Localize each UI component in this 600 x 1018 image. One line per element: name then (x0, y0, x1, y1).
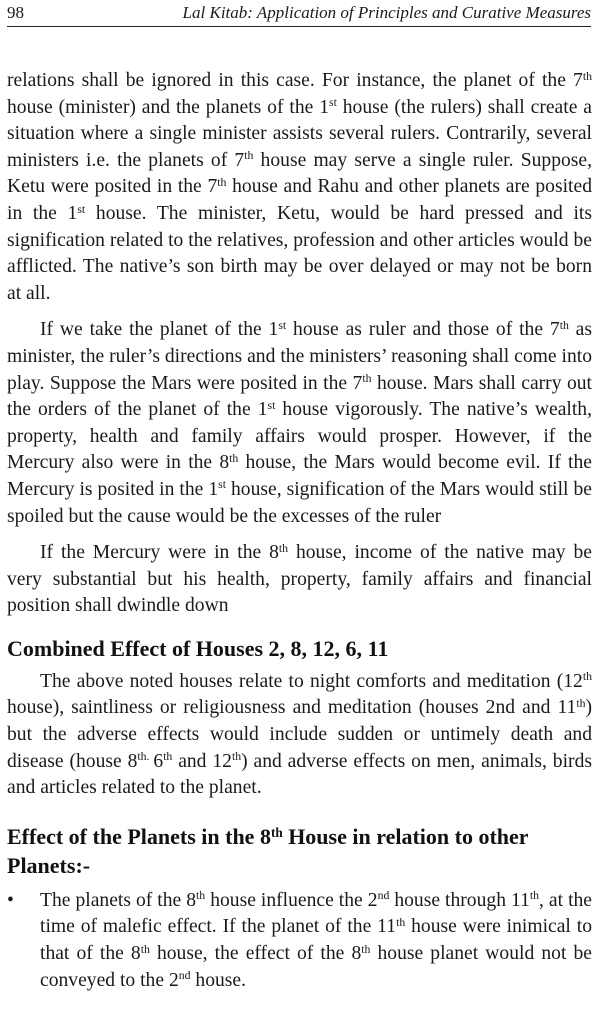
text-run: house and Rahu and other planets are posited in the 1 (7, 176, 592, 224)
text-run: ) but the adverse effects would include sudden or untimely death and disease (house 8 (7, 697, 592, 772)
page-number: 98 (7, 3, 24, 22)
text-run: , at the time of malefic effect. If the planet of the 11 (40, 889, 593, 938)
text-run: house, signification of the Mars would still be spoiled but the cause would be the excesses of the ruler (7, 478, 592, 527)
section-heading-combined-effect: Combined Effect of Houses 2, 8, 12, 6, 11 (7, 635, 389, 661)
ordinal-suffix: st (267, 398, 276, 412)
text-run: ) and adverse effects on men, animals, birds and articles related to the planet. (7, 750, 592, 799)
text-run: 6 (153, 750, 164, 772)
header-rule (7, 26, 591, 27)
text-run: house as ruler and those of the 7 (286, 319, 560, 341)
ordinal-suffix: st (278, 318, 287, 332)
paragraph-mercury-eighth (7, 540, 592, 620)
ordinal-suffix: th (362, 372, 372, 386)
text-run: If the Mercury were in the 8 (40, 542, 279, 564)
paragraph-mars-ruler (7, 317, 592, 530)
text-run: house, the effect of the 8 (149, 943, 362, 965)
text-run: The planets of the 8 (40, 889, 197, 911)
text-run: house influence the 2 (205, 889, 378, 911)
text-run: and 12 (172, 750, 232, 772)
ordinal-suffix: th (217, 175, 227, 189)
ordinal-suffix: th. (137, 750, 154, 764)
section-heading-eighth-house (7, 822, 592, 880)
text-run: relations shall be ignored in this case. For instance, the planet of the 7 (7, 70, 583, 91)
text-run: Effect of the Planets in the 8 (7, 823, 271, 849)
text-run: house (the rulers) shall create a situation where a single minister assists several rulers. Contrarily, several ministers i.e. the planets of 7 (7, 96, 592, 171)
text-run: house may serve a single ruler. Suppose, Ketu were posited in the 7 (7, 149, 593, 198)
ordinal-suffix: th (231, 750, 242, 764)
ordinal-suffix: th (559, 318, 569, 332)
text-run: If we take the planet of the 1 (40, 319, 279, 341)
ordinal-suffix: th (270, 824, 283, 840)
text-run: house planet would not be conveyed to the 2 (40, 943, 592, 991)
ordinal-suffix: th (163, 750, 173, 764)
ordinal-suffix: st (218, 478, 226, 492)
ordinal-suffix: th (582, 69, 592, 83)
ordinal-suffix: th (361, 942, 371, 956)
text-run: house. Mars shall carry out the orders of the planet of the 1 (7, 372, 592, 421)
text-run: house. The minister, Ketu, would be hard pressed and its signification related to the relatives, profession and other articles would be afflicted. The native’s son birth may be over delayed or may not be born at all. (7, 202, 592, 304)
text-run: house (minister) and the planets of the 1 (7, 96, 330, 118)
ordinal-suffix: th (529, 889, 540, 903)
bullet-marker: • (7, 889, 14, 911)
ordinal-suffix: th (140, 942, 150, 956)
text-run: as minister, the ruler’s directions and the ministers’ reasoning shall come into play. Suppose the Mars were posited in the 7 (7, 319, 592, 394)
ordinal-suffix: nd (178, 969, 191, 983)
text-run: house, the Mars would become evil. If the Mercury is posited in the 1 (7, 452, 592, 500)
ordinal-suffix: th (582, 670, 592, 684)
ordinal-suffix: th (244, 149, 254, 163)
text-run: house), saintliness or religiousness and meditation (houses 2nd and 11 (7, 697, 577, 719)
ordinal-suffix: th (229, 451, 239, 465)
text-run: house vigorously. The native’s wealth, property, health and family affairs would prosper. However, if the Mercury also were in the 8 (7, 399, 592, 474)
text-run: house. (190, 969, 247, 991)
text-run: house through 11 (389, 889, 530, 911)
bullet-text (40, 888, 592, 994)
ordinal-suffix: th (576, 697, 586, 711)
ordinal-suffix: th (396, 915, 406, 929)
ordinal-suffix: st (329, 96, 337, 110)
ordinal-suffix: st (77, 202, 86, 216)
text-run: House in relation to other Planets:- (7, 823, 529, 878)
paragraph-combined-effect (7, 669, 592, 802)
ordinal-suffix: nd (377, 889, 390, 903)
running-title: Lal Kitab: Application of Principles and Curative Measures (182, 3, 591, 22)
running-header (7, 2, 591, 24)
ordinal-suffix: th (278, 541, 289, 555)
text-run: The above noted houses relate to night comforts and meditation (12 (40, 670, 583, 692)
ordinal-suffix: th (196, 889, 206, 903)
bullet-item (7, 888, 592, 994)
page-body (7, 68, 592, 994)
paragraph-ministers-rulers (7, 68, 592, 307)
text-run: house, income of the native may be very substantial but his health, property, family affairs and financial position shall dwindle down (7, 542, 592, 617)
text-run: house were inimical to that of the 8 (40, 916, 593, 965)
